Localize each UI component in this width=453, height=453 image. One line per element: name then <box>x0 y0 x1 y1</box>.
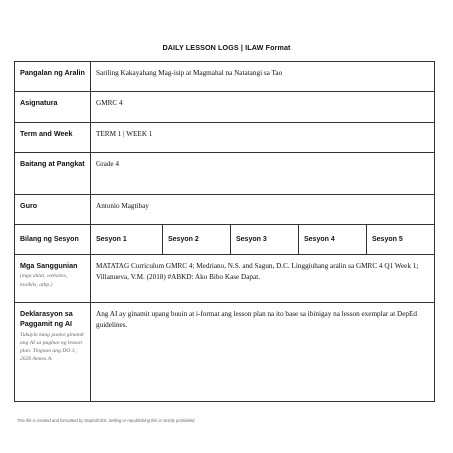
row-deklarasyon-ai <box>15 303 435 402</box>
row-label: Term and Week <box>20 129 73 138</box>
row-label: Bilang ng Sesyon <box>20 236 79 243</box>
row-sublabel: (mga aklat, websites, toolkits, atbp.) <box>20 273 68 288</box>
page-title: DAILY LESSON LOGS | ILAW Format <box>162 43 291 52</box>
session-1-header: Sesyon 1 <box>91 225 163 255</box>
term-week-value: TERM 1 | WEEK 1 <box>96 130 153 138</box>
subject-value: GMRC 4 <box>96 99 123 107</box>
row-label: Asignatura <box>20 98 58 107</box>
row-baitang-at-pangkat <box>15 153 435 195</box>
value-cell <box>91 255 435 303</box>
lesson-log-table <box>14 61 435 402</box>
value-cell <box>91 62 435 92</box>
value-cell <box>91 303 435 402</box>
row-label: Deklarasyon sa Paggamit ng AI <box>20 309 73 329</box>
session-2-header: Sesyon 2 <box>163 225 231 255</box>
row-label: Baitang at Pangkat <box>20 159 85 168</box>
row-pangalan-ng-aralin <box>15 62 435 92</box>
footer-notice: This file is created and formatted by DepEdClick. Selling or republishing this is strictly prohibited. <box>17 418 196 423</box>
row-guro <box>15 195 435 225</box>
references-value: MATATAG Curriculum GMRC 4; Medriano, N.S. and Sagun, D.C. Linggiuhang aralin sa GMRC 4 Q1 Week 1; Villanueva, V.M. (2018) #ABKD: Ako Bibo Kase Dapat. <box>96 262 419 282</box>
label-cell <box>15 153 91 195</box>
row-asignatura <box>15 92 435 123</box>
row-term-and-week <box>15 123 435 153</box>
teacher-value: Antonio Magtibay <box>96 202 149 210</box>
label-cell <box>15 62 91 92</box>
row-mga-sanggunian <box>15 255 435 303</box>
label-cell <box>15 123 91 153</box>
row-label: Pangalan ng Aralin <box>20 68 85 77</box>
session-4-header: Sesyon 4 <box>299 225 367 255</box>
grade-section-value: Grade 4 <box>96 160 119 168</box>
row-sublabel: Tukuyin kung paano ginamit ang AI sa pagbuo ng lesson plan. Tingnan ang DO 3, 2026 Annex A. <box>20 331 84 363</box>
value-cell <box>91 92 435 123</box>
label-cell <box>15 195 91 225</box>
row-label: Mga Sanggunian <box>20 261 78 270</box>
label-cell <box>15 303 91 402</box>
lesson-name-value: Sariling Kakayahang Mag-isip at Magmahal na Natatangi sa Tao <box>96 69 283 77</box>
session-3-header: Sesyon 3 <box>231 225 299 255</box>
session-5-header: Sesyon 5 <box>367 225 435 255</box>
label-cell <box>15 92 91 123</box>
value-cell <box>91 123 435 153</box>
label-cell <box>15 225 91 255</box>
row-label: Guro <box>20 201 38 210</box>
row-bilang-ng-sesyon <box>15 225 435 255</box>
label-cell <box>15 255 91 303</box>
value-cell <box>91 153 435 195</box>
value-cell <box>91 195 435 225</box>
ai-declaration-value: Ang AI ay ginamit upang buuin at i-format ang lesson plan na ito base sa ibinigay na lesson exemplar at DepEd guidelines. <box>96 310 417 330</box>
